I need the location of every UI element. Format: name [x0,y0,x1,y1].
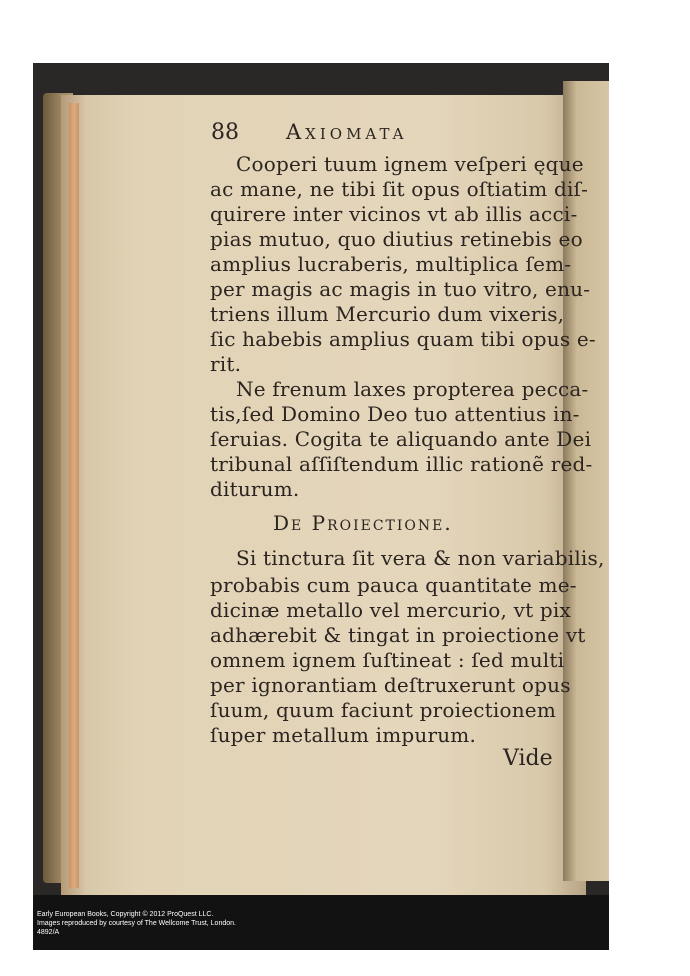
text-line: ſuum, quum faciunt proiectionem [210,698,557,722]
copyright-footer [37,910,236,937]
facing-page-edge [563,81,609,881]
text-line: ſic habebis amplius quam tibi opus e- [210,327,596,351]
text-line: quirere inter vicinos vt ab illis acci- [210,202,578,226]
text-line: Cooperi tuum ignem veſperi ęque [236,152,584,176]
text-line: dicinæ metallo vel mercurio, vt pix [210,598,572,622]
text-line: triens illum Mercurio dum vixeris, [210,302,565,326]
catchword: Vide [503,746,553,771]
text-line: ac mane, ne tibi ſit opus oſtiatim diſ- [210,177,589,201]
text-line: adhærebit & tingat in proiectione vt [210,623,586,647]
text-line: amplius lucraberis, multiplica ſem- [210,252,572,276]
text-line: tis,ſed Domino Deo tuo attentius in- [210,402,580,426]
text-line: omnem ignem ſuſtineat : ſed multi [210,648,565,672]
page-number: 88 [211,120,239,145]
text-line: Ne frenum laxes propterea pecca- [236,377,589,401]
section-heading: De Proiectione. [273,511,453,535]
text-line: tribunal aſſiſtendum illic rationẽ red- [210,452,593,476]
text-line: diturum. [210,477,300,501]
footer-line: Early European Books, Copyright © 2012 ProQuest LLC. [37,911,214,918]
running-title: Axiomata [286,120,408,144]
text-line: per magis ac magis in tuo vitro, enu- [210,277,591,301]
text-line: rit. [210,352,242,376]
text-line: pias mutuo, quo diutius retinebis eo [210,227,583,251]
page-red-edge [69,103,79,888]
text-line: ſuper metallum impurum. [210,723,477,747]
text-line: ſeruias. Cogita te aliquando ante Dei [210,427,592,451]
text-line: probabis cum pauca quantitate me- [210,573,577,597]
footer-line: Images reproduced by courtesy of The Wellcome Trust, London. [37,920,236,927]
footer-line: 4892/A [37,929,60,936]
text-line: per ignorantiam deſtruxerunt opus [210,673,571,697]
text-line: Si tinctura ſit vera & non variabilis, [236,546,605,570]
